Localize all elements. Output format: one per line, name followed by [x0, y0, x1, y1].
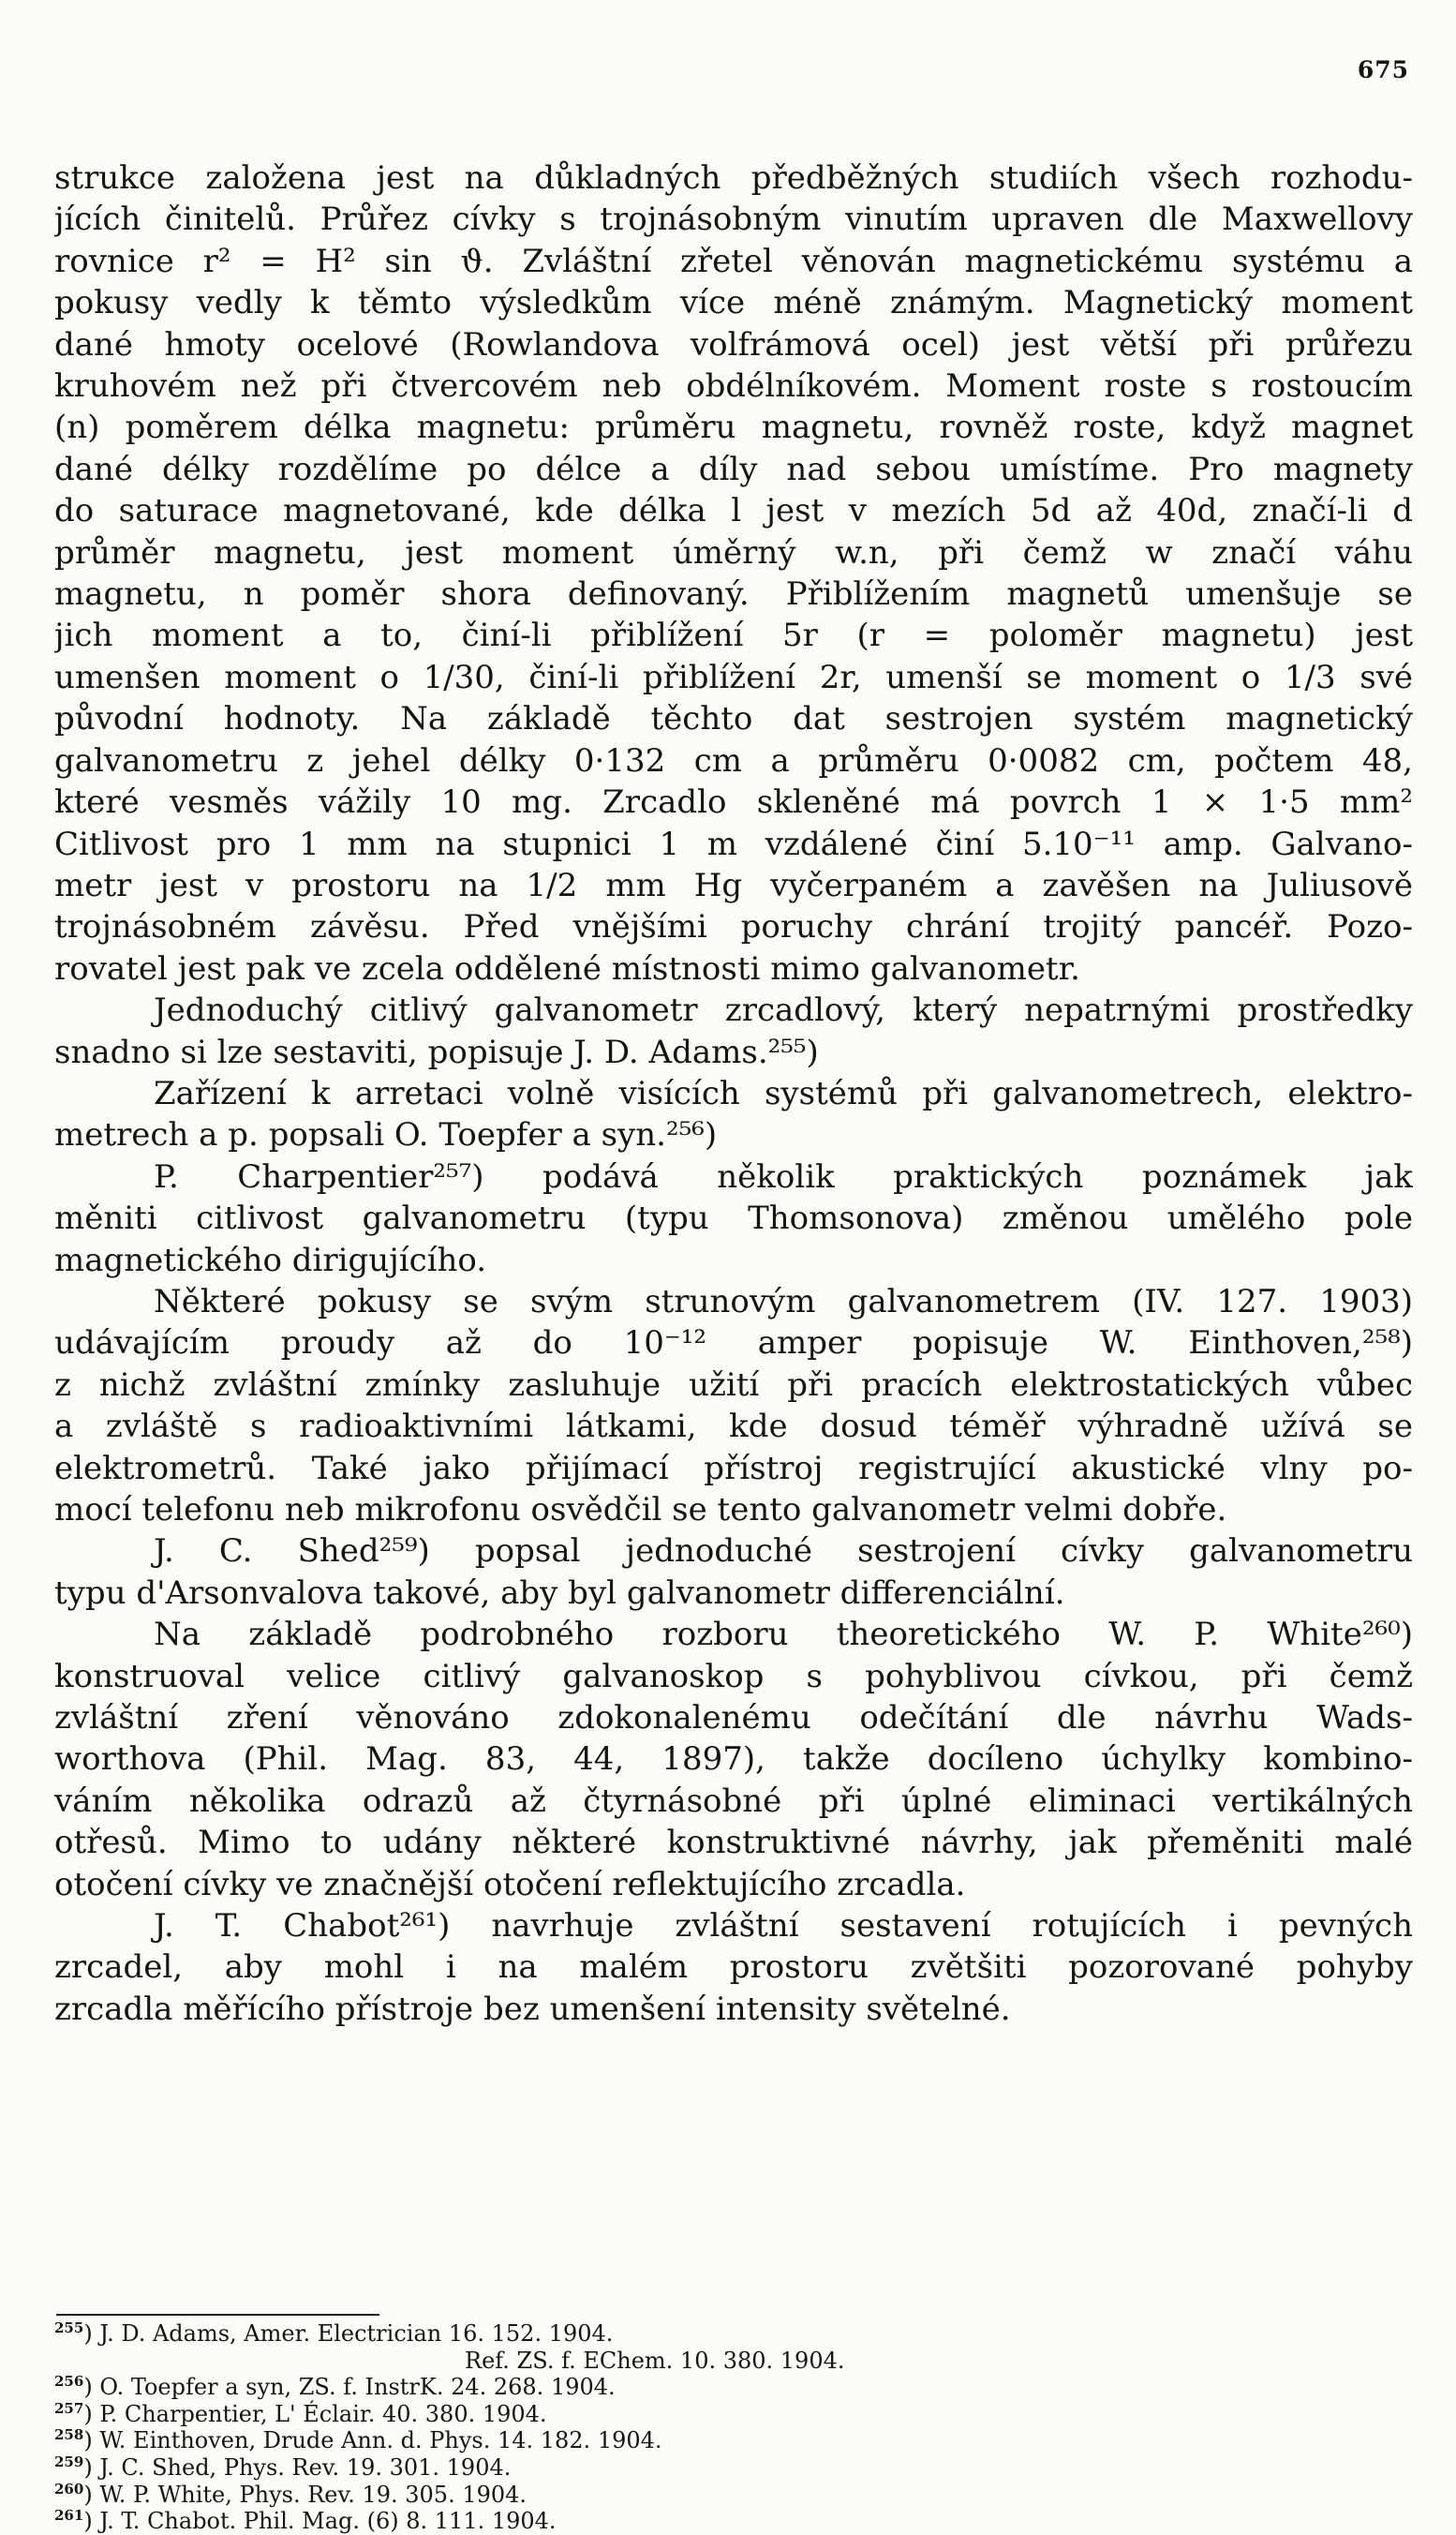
footnote-text: J. T. Chabot. Phil. Mag. (6) 8. 111. 1904. — [99, 2508, 557, 2535]
text-line: rovnice r² = H² sin ϑ. Zvláštní zřetel věnován magnetickému systému a — [54, 242, 1413, 280]
text-line: umenšen moment o 1/30, činí-li přiblížení 2r, umenší se moment o 1/3 své — [54, 658, 1413, 696]
body-text — [54, 157, 1413, 2030]
footnote-text: J. D. Adams, Amer. Electrician 16. 152. 1904. — [99, 2320, 614, 2347]
text-line: strukce založena jest na důkladných předběžných studiích všech rozhodu- — [54, 159, 1413, 197]
text-line: worthova (Phil. Mag. 83, 44, 1897), takže docíleno úchylky kombino- — [54, 1740, 1413, 1779]
text-line: zrcadla měřícího přístroje bez umenšení intensity světelné. — [54, 1990, 1011, 2028]
text-line: galvanometru z jehel délky 0·132 cm a průměru 0·0082 cm, počtem 48, — [54, 741, 1413, 780]
footnote-divider — [56, 2314, 379, 2316]
text-line: které vesměs vážily 10 mg. Zrcadlo skleněné má povrch 1 × 1·5 mm² — [54, 783, 1413, 822]
text-line: magnetického dirigujícího. — [54, 1241, 487, 1279]
paragraph — [54, 1905, 1413, 2030]
footnote: $^{260}$) W. P. White, Phys. Rev. 19. 305. 1904. — [54, 2480, 527, 2508]
text-line: udávajícím proudy až do 10⁻¹² amper popisuje W. Einthoven,²⁵⁸) — [54, 1324, 1413, 1363]
text-line: Na základě podrobného rozboru theoretického W. P. White²⁶⁰) — [154, 1616, 1413, 1654]
text-line: dané hmoty ocelové (Rowlandova volfrámová ocel) jest větší při průřezu — [54, 325, 1413, 364]
text-line: P. Charpentier²⁵⁷) podává několik praktických poznámek jak — [154, 1157, 1413, 1196]
text-line: magnetu, n poměr shora definovaný. Přiblížením magnetů umenšuje se — [54, 575, 1413, 614]
text-line: jich moment a to, činí-li přiblížení 5r (r = poloměr magnetu) jest — [54, 617, 1413, 655]
footnote-text: W. P. White, Phys. Rev. 19. 305. 1904. — [99, 2481, 527, 2508]
paragraph — [54, 157, 1413, 990]
page-number: 675 — [1357, 56, 1409, 83]
text-line: a zvláště s radioaktivními látkami, kde dosud téměř výhradně užívá se — [54, 1408, 1413, 1446]
paragraph — [54, 990, 1413, 1073]
text-line: mocí telefonu neb mikrofonu osvědčil se tento galvanometr velmi dobře. — [54, 1491, 1227, 1528]
text-line: J. T. Chabot²⁶¹) navrhuje zvláštní sestavení rotujících i pevných — [154, 1907, 1413, 1946]
text-line: metr jest v prostoru na 1/2 mm Hg vyčerpaném a zavěšen na Juliusově — [54, 866, 1413, 904]
paragraph — [54, 1156, 1413, 1281]
text-line: průměr magnetu, jest moment úměrný w.n, při čemž w značí váhu — [54, 533, 1413, 572]
text-line: otočení cívky ve značnější otočení reflektujícího zrcadla. — [54, 1865, 966, 1903]
text-line: kruhovém než při čtvercovém neb obdélníkovém. Moment roste s rostoucím — [54, 367, 1413, 406]
paragraph — [54, 1281, 1413, 1530]
footnote-text: P. Charpentier, L' Éclair. 40. 380. 1904. — [99, 2400, 547, 2427]
text-line: zvláštní zření věnováno zdokonalenému odečítání dle návrhu Wads- — [54, 1699, 1413, 1737]
footnotes — [54, 2320, 1413, 2535]
text-line: Některé pokusy se svým strunovým galvanometrem (IV. 127. 1903) — [154, 1282, 1413, 1320]
footnote: $^{258}$) W. Einthoven, Drude Ann. d. Phys. 14. 182. 1904. — [54, 2426, 662, 2454]
text-line: měniti citlivost galvanometru (typu Thomsonova) změnou umělého pole — [54, 1200, 1413, 1238]
footnote-text: W. Einthoven, Drude Ann. d. Phys. 14. 182. 1904. — [99, 2427, 662, 2454]
footnote: $^{259}$) J. C. Shed, Phys. Rev. 19. 301. 1904. — [54, 2453, 512, 2481]
text-line: trojnásobném závěsu. Před vnějšími poruchy chrání trojitý pancéř. Pozo- — [54, 908, 1413, 947]
footnote-number: 260 — [54, 2480, 84, 2498]
footnote — [54, 2348, 1413, 2375]
footnote: $^{255}$) J. D. Adams, Amer. Electrician 16. 152. 1904. — [54, 2319, 614, 2347]
text-line: jících činitelů. Průřez cívky s trojnásobným vinutím upraven dle Maxwellovy — [54, 201, 1413, 239]
text-line: do saturace magnetované, kde délka l jest v mezích 5d až 40d, značí-li d — [54, 492, 1413, 530]
footnote-number: 255 — [54, 2319, 84, 2336]
text-line: snadno si lze sestaviti, popisuje J. D. Adams.²⁵⁵) — [54, 1033, 819, 1071]
text-line: Zařízení k arretaci volně visících systémů při galvanometrech, elektro- — [154, 1074, 1413, 1112]
text-line: rovatel jest pak ve zcela oddělené místnosti mimo galvanometr. — [54, 949, 1080, 988]
footnote-number: 257 — [54, 2399, 84, 2417]
text-line: zrcadel, aby mohl i na malém prostoru zvětšiti pozorované pohyby — [54, 1948, 1413, 1987]
footnote-text: J. C. Shed, Phys. Rev. 19. 301. 1904. — [99, 2453, 512, 2481]
text-line: Citlivost pro 1 mm na stupnici 1 m vzdálené činí 5.10⁻¹¹ amp. Galvano- — [54, 825, 1413, 863]
text-line: typu d'Arsonvalova takové, aby byl galvanometr differenciální. — [54, 1573, 1065, 1612]
footnote-number: 256 — [54, 2373, 84, 2391]
text-line: J. C. Shed²⁵⁹) popsal jednoduché sestrojení cívky galvanometru — [154, 1532, 1413, 1571]
text-line: Jednoduchý citlivý galvanometr zrcadlový, který nepatrnými prostředky — [154, 992, 1413, 1030]
text-line: otřesů. Mimo to udány některé konstruktivné návrhy, jak přeměniti malé — [54, 1824, 1413, 1862]
paragraph — [54, 1530, 1413, 1614]
text-line: metrech a p. popsali O. Toepfer a syn.²⁵⁶) — [54, 1116, 718, 1155]
footnote-text: Ref. ZS. f. EChem. 10. 380. 1904. — [465, 2347, 845, 2374]
text-line: dané délky rozdělíme po délce a díly nad sebou umístíme. Pro magnety — [54, 450, 1413, 488]
text-line: váním několika odrazů až čtyrnásobné při úplné eliminaci vertikálných — [54, 1782, 1413, 1820]
footnote-number: 258 — [54, 2426, 84, 2444]
text-line: (n) poměrem délka magnetu: průměru magnetu, rovněž roste, když magnet — [54, 409, 1413, 447]
text-line: původní hodnoty. Na základě těchto dat sestrojen systém magnetický — [54, 700, 1413, 738]
paragraph — [54, 1614, 1413, 1905]
footnote-number: 261 — [54, 2507, 84, 2525]
paragraph — [54, 1073, 1413, 1156]
footnote: $^{257}$) P. Charpentier, L' Éclair. 40. 380. 1904. — [54, 2399, 547, 2427]
text-line: elektrometrů. Také jako přijímací přístroj registrující akustické vlny po- — [54, 1449, 1413, 1487]
text-line: konstruoval velice citlivý galvanoskop s pohyblivou cívkou, při čemž — [54, 1657, 1413, 1695]
footnote-number: 259 — [54, 2453, 84, 2470]
footnote-text: O. Toepfer a syn, ZS. f. InstrK. 24. 268. 1904. — [99, 2374, 616, 2401]
text-line: z nichž zvláštní zmínky zasluhuje užití při pracích elektrostatických vůbec — [54, 1365, 1413, 1404]
footnote: $^{256}$) O. Toepfer a syn, ZS. f. InstrK. 24. 268. 1904. — [54, 2373, 616, 2401]
footnote: $^{261}$) J. T. Chabot. Phil. Mag. (6) 8. 111. 1904. — [54, 2507, 557, 2535]
text-line: pokusy vedly k těmto výsledkům více méně známým. Magnetický moment — [54, 284, 1413, 322]
